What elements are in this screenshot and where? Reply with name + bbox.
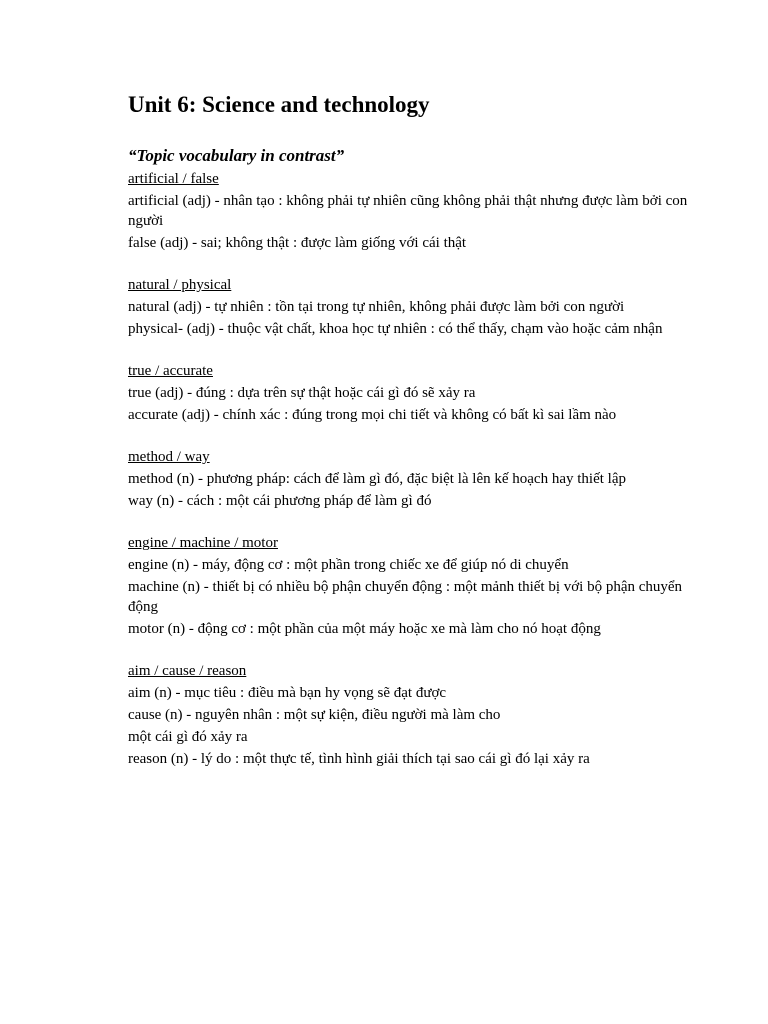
vocab-section-true-accurate (128, 361, 708, 425)
vocab-entry: aim (n) - mục tiêu : điều mà bạn hy vọng sẽ đạt được (128, 685, 447, 701)
page-title: Unit 6: Science and technology (128, 92, 430, 117)
section-heading: method / way (128, 449, 210, 465)
section-heading: artificial / false (128, 171, 219, 187)
vocab-entry: method (n) - phương pháp: cách để làm gì đó, đặc biệt là lên kế hoạch hay thiết lập (128, 471, 626, 487)
section-heading: aim / cause / reason (128, 663, 247, 679)
vocab-section-artificial-false (128, 169, 708, 253)
document-page (128, 88, 708, 769)
vocab-section-aim-cause-reason (128, 661, 708, 769)
vocab-entry: một cái gì đó xảy ra (128, 729, 248, 745)
section-heading: natural / physical (128, 277, 232, 293)
vocab-entry: engine (n) - máy, động cơ : một phần trong chiếc xe để giúp nó di chuyển (128, 557, 569, 573)
vocab-entry: physical- (adj) - thuộc vật chất, khoa học tự nhiên : có thể thấy, chạm vào hoặc cảm nhận (128, 321, 663, 337)
page-subtitle: “Topic vocabulary in contrast” (128, 146, 345, 165)
section-heading: true / accurate (128, 363, 213, 379)
vocab-entry: machine (n) - thiết bị có nhiều bộ phận chuyển động : một mảnh thiết bị với bộ phận chuyển động (128, 579, 683, 615)
vocab-entry: natural (adj) - tự nhiên : tồn tại trong tự nhiên, không phải được làm bởi con người (128, 299, 625, 315)
vocab-entry: true (adj) - đúng : dựa trên sự thật hoặc cái gì đó sẽ xảy ra (128, 385, 476, 401)
vocab-entry: cause (n) - nguyên nhân : một sự kiện, điều người mà làm cho (128, 707, 501, 723)
vocab-entry: false (adj) - sai; không thật : được làm giống với cái thật (128, 235, 467, 251)
vocab-entry: accurate (adj) - chính xác : đúng trong mọi chi tiết và không có bất kì sai lầm nào (128, 407, 617, 423)
vocab-section-natural-physical (128, 275, 708, 339)
vocab-entry: reason (n) - lý do : một thực tế, tình hình giải thích tại sao cái gì đó lại xảy ra (128, 751, 590, 767)
vocab-entry: way (n) - cách : một cái phương pháp để làm gì đó (128, 493, 432, 509)
vocab-section-method-way (128, 447, 708, 511)
vocab-entry: motor (n) - động cơ : một phần của một máy hoặc xe mà làm cho nó hoạt động (128, 621, 601, 637)
vocab-section-engine-machine-motor (128, 533, 708, 639)
vocab-entry: artificial (adj) - nhân tạo : không phải tự nhiên cũng không phải thật nhưng được làm bởi con người (128, 193, 688, 229)
section-heading: engine / machine / motor (128, 535, 278, 551)
